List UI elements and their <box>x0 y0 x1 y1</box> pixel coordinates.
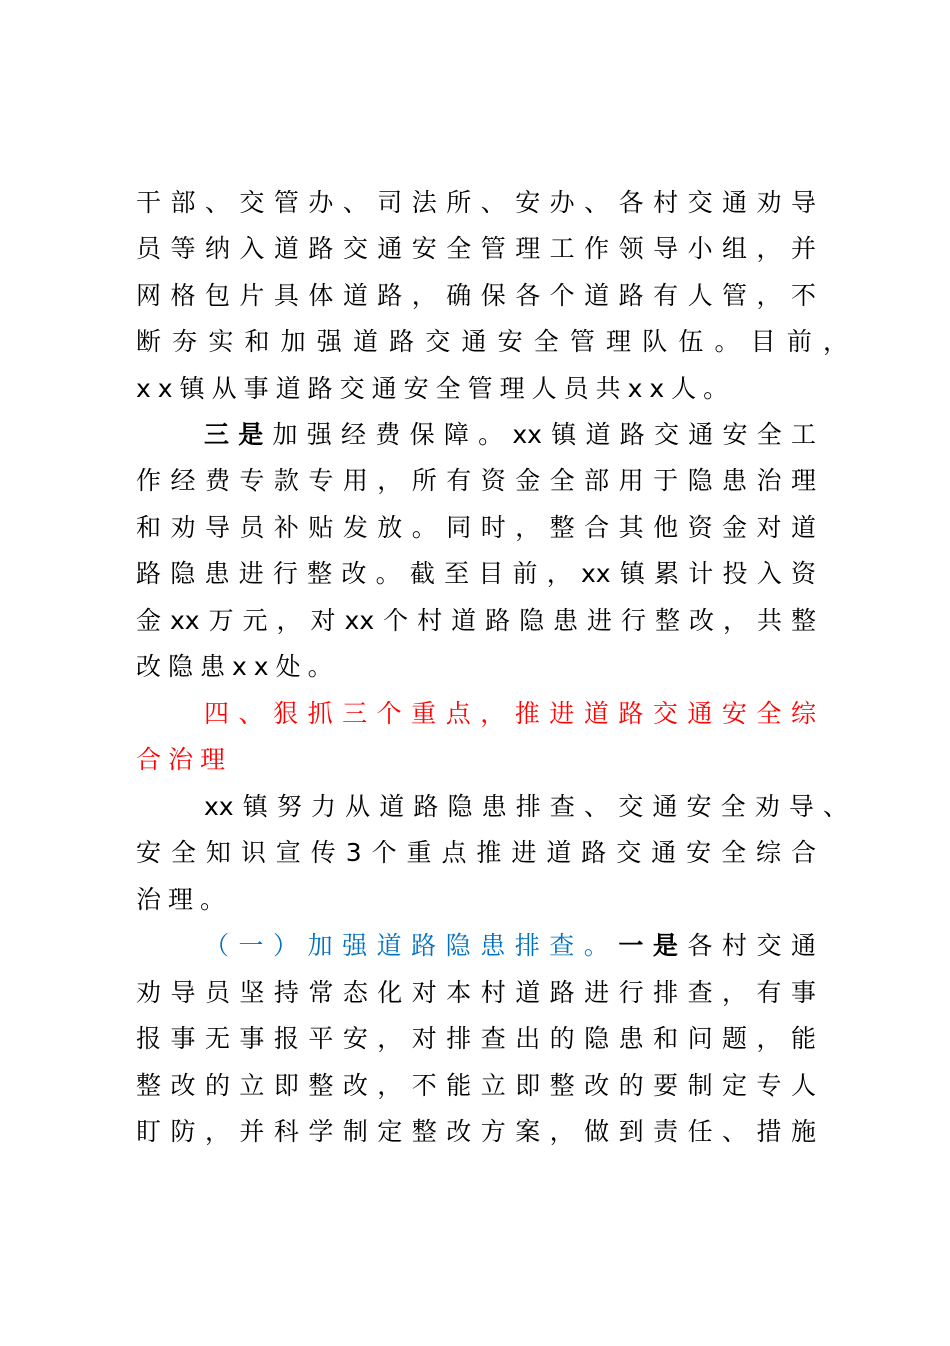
paragraph-line: 劝导员坚持常态化对本村道路进行排查，有事 <box>136 978 816 1007</box>
paragraph-line: 金xx万元，对xx个村道路隐患进行整改，共整 <box>136 606 816 635</box>
paragraph-line: 路隐患进行整改。截至目前，xx镇累计投入资 <box>136 559 816 588</box>
paragraph-line: 网格包片具体道路，确保各个道路有人管，不 <box>136 281 816 310</box>
paragraph-line: xx镇努力从道路隐患排查、交通安全劝导、 <box>204 792 848 821</box>
point-three-lead: 三是 <box>204 420 273 449</box>
subsection-heading: （一）加强道路隐患排查。 <box>204 931 619 960</box>
paragraph-line-point-three <box>204 418 816 452</box>
paragraph-line: 安全知识宣传3个重点推进道路交通安全综合 <box>136 838 816 867</box>
paragraph-line: xx镇从事道路交通安全管理人员共xx人。 <box>136 374 736 403</box>
paragraph-line: 整改的立即整改，不能立即整改的要制定专人 <box>136 1071 816 1100</box>
point-one-text: 各村交通 <box>687 931 816 960</box>
paragraph-line: 报事无事报平安，对排查出的隐患和问题，能 <box>136 1024 816 1053</box>
paragraph-line: 治理。 <box>136 885 233 914</box>
subsection-line <box>204 929 816 963</box>
paragraph-line: 作经费专款专用，所有资金全部用于隐患治理 <box>136 466 816 495</box>
paragraph-line: 盯防，并科学制定整改方案，做到责任、措施 <box>136 1117 816 1146</box>
point-three-text: 加强经费保障。xx镇道路交通安全工 <box>272 420 816 449</box>
paragraph-line: 断夯实和加强道路交通安全管理队伍。目前， <box>136 327 848 356</box>
section-heading-line: 合治理 <box>136 745 233 774</box>
point-one-lead: 一是 <box>618 931 688 960</box>
paragraph-line: 改隐患xx处。 <box>136 652 340 681</box>
paragraph-line: 和劝导员补贴发放。同时，整合其他资金对道 <box>136 513 816 542</box>
section-heading-line: 四、狠抓三个重点，推进道路交通安全综 <box>204 699 816 728</box>
paragraph-line: 员等纳入道路交通安全管理工作领导小组，并 <box>136 234 816 263</box>
paragraph-line: 干部、交管办、司法所、安办、各村交通劝导 <box>136 188 816 217</box>
